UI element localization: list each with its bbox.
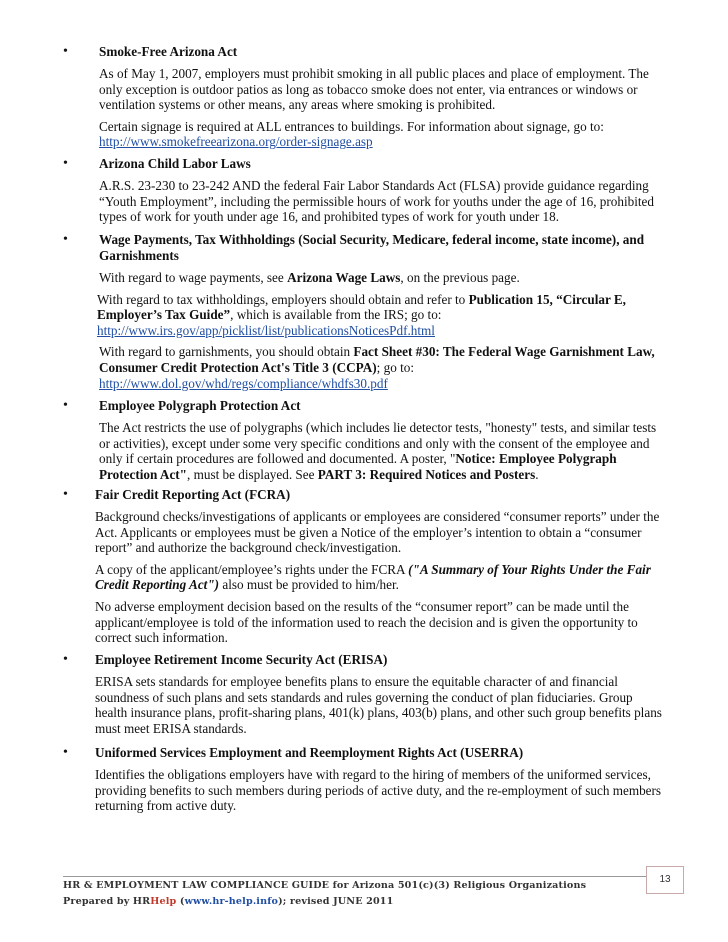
section-smoke-free — [63, 44, 663, 150]
paragraph-text: With regard to garnishments, you should obtain — [99, 344, 354, 360]
bold-reference: PART 3: Required Notices and Posters — [317, 466, 536, 482]
bold-italic-reference: ("A Summary of Your Rights Under the Fair Credit Reporting Act") — [95, 561, 651, 593]
bullet-icon: • — [63, 652, 68, 667]
paragraph — [99, 344, 659, 391]
paragraph: A.R.S. 23-230 to 23-242 AND the federal Fair Labor Standards Act (FLSA) provide guidance regarding “Youth Employment”, including the permissible hours of work for youths under the age of 16, prohibited types of work for youth under age 16, and prohibited types of work for youth under 18. — [99, 178, 655, 225]
paragraph-text: Certain signage is required at ALL entrances to buildings. For information about signage, go to: — [99, 118, 604, 134]
paragraph-text: With regard to wage payments, see — [99, 270, 288, 285]
paragraph: No adverse employment decision based on the results of the “consumer report” can be made until the applicant/employee is told of the information used to reach the decision and is given the opportunity to correct such information. — [95, 598, 638, 646]
section-heading: Uniformed Services Employment and Reemployment Rights Act (USERRA) — [95, 745, 524, 760]
bold-reference: Notice: Employee Polygraph Protection Act" — [99, 451, 617, 482]
brand-help: Help — [150, 896, 177, 907]
section-userra — [63, 745, 663, 814]
paragraph-text: . — [535, 466, 539, 482]
section-erisa — [63, 652, 663, 736]
section-child-labor — [63, 156, 663, 225]
paragraph-text: ; go to: — [376, 359, 415, 375]
footer-text: ); revised JUNE 2011 — [278, 896, 394, 907]
paragraph: As of May 1, 2007, employers must prohibit smoking in all public places and place of employment. The only exception is outdoor patios as long as tobacco smoke does not enter, via entrances or windows or ventilation systems or other means, any areas where smoking is prohibited. — [99, 66, 649, 113]
bullet-icon: • — [63, 398, 68, 413]
paragraph — [99, 270, 659, 286]
paragraph-text: , must be displayed. See — [187, 466, 318, 482]
bold-reference: Publication 15, “Circular E, Employer’s Tax Guide” — [97, 291, 626, 323]
footer-divider — [63, 876, 646, 877]
paragraph — [99, 119, 659, 150]
section-heading-line1: Wage Payments, Tax Withholdings (Social Security, Medicare, federal income, state income), and — [99, 232, 645, 247]
paragraph: Identifies the obligations employers have with regard to the hiring of members of the uniformed services, providing benefits to such members during periods of active duty, and the re-employment of such members returning from active duty. — [95, 767, 662, 814]
bold-reference: Fact Sheet #30: The Federal Wage Garnishment Law, Consumer Credit Protection Act's Title 3 (CCPA) — [99, 344, 655, 375]
section-heading: Fair Credit Reporting Act (FCRA) — [95, 487, 291, 502]
bold-reference: Arizona Wage Laws — [287, 270, 401, 285]
bullet-icon: • — [63, 745, 68, 760]
paragraph-text: With regard to tax withholdings, employers should obtain and refer to — [97, 291, 469, 307]
footer-title: HR & EMPLOYMENT LAW COMPLIANCE GUIDE for Arizona 501(c)(3) Religious Organizations — [63, 880, 587, 891]
section-fcra — [63, 487, 663, 646]
website-link[interactable]: www.hr-help.info — [184, 896, 279, 907]
dol-link[interactable]: http://www.dol.gov/whd/regs/compliance/whdfs30.pdf — [99, 375, 388, 391]
paragraph: ERISA sets standards for employee benefits plans to ensure the equitable character of and financial soundness of such plans and sets standards and rules governing the conduct of plan fiduciaries. Group health insurance plans, profit-sharing plans, 401(k) plans, 403(b) plans, and other such group benefits plans must meet ERISA standards. — [95, 674, 662, 736]
footer-text: ( — [176, 896, 185, 907]
section-heading: Employee Polygraph Protection Act — [99, 398, 301, 413]
section-polygraph — [63, 398, 663, 482]
paragraph-text: A copy of the applicant/employee’s rights under the FCRA — [95, 561, 409, 577]
irs-link[interactable]: http://www.irs.gov/app/picklist/list/publicationsNoticesPdf.html — [97, 322, 435, 338]
paragraph — [97, 292, 665, 339]
paragraph-text: also must be provided to him/her. — [219, 577, 399, 593]
paragraph-text: The Act restricts the use of polygraphs (which includes lie detector tests, "honesty" tests, and similar tests or activities), except under some very specific conditions and only with the consent of the employee and only if certain procedures are followed and documented. A poster, " — [99, 420, 657, 467]
signage-link[interactable]: http://www.smokefreearizona.org/order-signage.asp — [99, 134, 373, 150]
bullet-icon: • — [63, 232, 68, 247]
paragraph-text: , on the previous page. — [400, 270, 520, 285]
paragraph: Background checks/investigations of applicants or employees are considered “consumer reports” under the Act. Applicants or employees must be given a Notice of the employer’s intention to obtain a “consumer report” and authorize the background check/investigation. — [95, 509, 660, 556]
bullet-icon: • — [63, 487, 68, 502]
section-heading-line2: Garnishments — [99, 248, 179, 263]
footer — [63, 878, 683, 910]
footer-text: Prepared by HR — [63, 896, 151, 907]
footer-credit — [63, 894, 683, 910]
section-heading: Smoke-Free Arizona Act — [99, 44, 238, 59]
page-number: 13 — [646, 866, 684, 894]
paragraph — [95, 562, 665, 593]
section-wage-payments — [63, 232, 663, 391]
paragraph — [99, 420, 659, 482]
bullet-icon: • — [63, 44, 68, 59]
section-heading: Arizona Child Labor Laws — [99, 156, 251, 171]
paragraph-text: , which is available from the IRS; go to: — [230, 307, 442, 323]
section-heading: Employee Retirement Income Security Act (ERISA) — [95, 652, 388, 667]
bullet-icon: • — [63, 156, 68, 171]
